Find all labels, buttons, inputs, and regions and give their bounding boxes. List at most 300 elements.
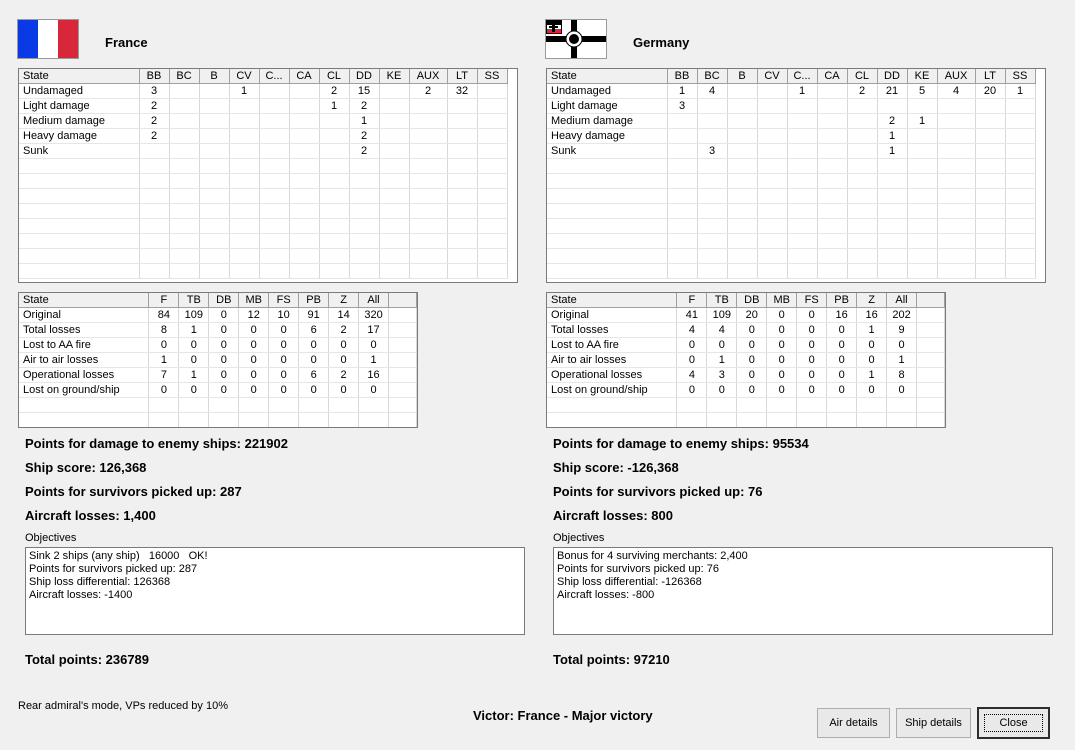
table-cell: [707, 413, 737, 428]
empty-row: [19, 264, 507, 279]
table-cell: [229, 174, 259, 189]
table-cell: 0: [857, 383, 887, 398]
table-cell: [667, 129, 697, 144]
table-cell: [409, 174, 447, 189]
table-cell: 0: [767, 338, 797, 353]
table-row[interactable]: [547, 353, 945, 368]
table-cell: [477, 234, 507, 249]
table-cell: [817, 99, 847, 114]
column-header[interactable]: F: [149, 293, 179, 308]
table-cell: [477, 84, 507, 99]
table-cell: 0: [767, 308, 797, 323]
table-cell: 0: [737, 383, 767, 398]
table-cell: [975, 129, 1005, 144]
table-cell: 2: [139, 114, 169, 129]
table-cell: [139, 204, 169, 219]
table-cell: 0: [677, 383, 707, 398]
table-cell: [349, 234, 379, 249]
table-cell: [727, 114, 757, 129]
column-header[interactable]: C...: [787, 69, 817, 84]
table-cell: 0: [149, 338, 179, 353]
table-cell: [229, 99, 259, 114]
column-header[interactable]: BB: [667, 69, 697, 84]
table-cell: 0: [149, 383, 179, 398]
table-cell: [1005, 264, 1035, 279]
table-cell: [259, 84, 289, 99]
table-cell: [379, 204, 409, 219]
table-cell: [139, 234, 169, 249]
table-cell: [907, 174, 937, 189]
table-cell: [199, 204, 229, 219]
column-header[interactable]: B: [199, 69, 229, 84]
column-header[interactable]: CV: [229, 69, 259, 84]
empty-row: [547, 174, 1035, 189]
table-row[interactable]: [547, 129, 1035, 144]
table-row[interactable]: [19, 84, 507, 99]
column-header[interactable]: CL: [319, 69, 349, 84]
france-ship-table[interactable]: [18, 68, 518, 283]
table-cell: [139, 264, 169, 279]
column-header[interactable]: State: [547, 69, 667, 84]
table-cell: [907, 264, 937, 279]
table-cell: [477, 174, 507, 189]
table-row[interactable]: [19, 129, 507, 144]
table-cell: [767, 398, 797, 413]
table-cell: [697, 249, 727, 264]
table-cell: [847, 219, 877, 234]
table-cell: [975, 249, 1005, 264]
empty-row: [19, 398, 417, 413]
empty-row: [547, 159, 1035, 174]
table-cell: [229, 204, 259, 219]
table-cell: 32: [447, 84, 477, 99]
table-cell: [677, 398, 707, 413]
table-cell: [259, 159, 289, 174]
table-cell: [787, 99, 817, 114]
column-header[interactable]: All: [887, 293, 917, 308]
table-cell: [817, 159, 847, 174]
germany-objectives-label: Objectives: [553, 532, 605, 544]
table-row[interactable]: [19, 368, 417, 383]
table-cell: [667, 234, 697, 249]
row-label-cell: Total losses: [547, 323, 677, 338]
table-cell: [975, 204, 1005, 219]
table-cell: [797, 413, 827, 428]
column-header[interactable]: DD: [877, 69, 907, 84]
table-cell: 1: [857, 323, 887, 338]
table-cell: [409, 114, 447, 129]
table-cell: [319, 204, 349, 219]
table-cell: [697, 189, 727, 204]
table-cell: [937, 249, 975, 264]
table-row[interactable]: [19, 323, 417, 338]
table-cell: [975, 219, 1005, 234]
aircraft-table-header: [19, 293, 417, 308]
table-cell: 0: [179, 353, 209, 368]
empty-row: [19, 219, 507, 234]
column-header[interactable]: CV: [757, 69, 787, 84]
column-header[interactable]: BB: [139, 69, 169, 84]
table-cell: [907, 249, 937, 264]
table-cell: 1: [857, 368, 887, 383]
table-cell: [757, 174, 787, 189]
table-cell: [359, 398, 389, 413]
table-cell: [697, 264, 727, 279]
table-cell: [547, 204, 667, 219]
table-cell: [289, 159, 319, 174]
table-cell: [727, 249, 757, 264]
row-label-cell: Air to air losses: [547, 353, 677, 368]
row-label-cell: Lost on ground/ship: [19, 383, 149, 398]
table-row[interactable]: [547, 99, 1035, 114]
table-cell: 9: [887, 323, 917, 338]
column-header[interactable]: FS: [797, 293, 827, 308]
table-cell: [477, 129, 507, 144]
table-cell: [817, 129, 847, 144]
table-cell: 2: [877, 114, 907, 129]
table-cell: [379, 159, 409, 174]
table-cell: [139, 159, 169, 174]
column-header[interactable]: DB: [737, 293, 767, 308]
table-cell: [139, 249, 169, 264]
table-cell: 6: [299, 368, 329, 383]
table-cell: [319, 174, 349, 189]
table-cell: [1005, 144, 1035, 159]
table-cell: [677, 413, 707, 428]
table-cell: [937, 174, 975, 189]
row-label-cell: Total losses: [19, 323, 149, 338]
table-cell: [329, 413, 359, 428]
table-row[interactable]: [547, 323, 945, 338]
table-cell: [259, 219, 289, 234]
table-cell: [477, 249, 507, 264]
table-row[interactable]: [547, 144, 1035, 159]
germany-total-points: Total points: 97210: [553, 652, 670, 667]
germany-ship-score: Ship score: -126,368: [553, 460, 679, 475]
column-header[interactable]: SS: [1005, 69, 1035, 84]
column-header[interactable]: BC: [169, 69, 199, 84]
table-cell: [757, 204, 787, 219]
column-header[interactable]: MB: [767, 293, 797, 308]
table-cell: [289, 234, 319, 249]
table-cell: 15: [349, 84, 379, 99]
column-header[interactable]: All: [359, 293, 389, 308]
table-cell: [877, 234, 907, 249]
table-cell: [757, 159, 787, 174]
table-cell: [259, 264, 289, 279]
table-cell: [847, 204, 877, 219]
air-details-label: Air details: [829, 717, 878, 729]
table-cell: [349, 159, 379, 174]
table-cell: [975, 144, 1005, 159]
table-cell: 0: [887, 338, 917, 353]
table-cell: [975, 159, 1005, 174]
table-cell: 2: [139, 99, 169, 114]
empty-row: [19, 249, 507, 264]
table-cell: [409, 219, 447, 234]
row-label-cell: Air to air losses: [19, 353, 149, 368]
table-cell: [379, 84, 409, 99]
table-cell: [289, 129, 319, 144]
table-cell: [787, 144, 817, 159]
table-cell: [757, 114, 787, 129]
table-cell: [199, 189, 229, 204]
table-cell: [447, 249, 477, 264]
empty-row: [547, 264, 1035, 279]
column-header[interactable]: DB: [209, 293, 239, 308]
table-cell: [727, 84, 757, 99]
france-total-points: Total points: 236789: [25, 652, 150, 667]
table-cell: [19, 204, 139, 219]
table-cell: [937, 234, 975, 249]
table-cell: [389, 353, 417, 368]
table-cell: [697, 204, 727, 219]
column-header[interactable]: SS: [477, 69, 507, 84]
table-cell: [289, 219, 319, 234]
table-cell: 0: [239, 368, 269, 383]
air-details-button[interactable]: [817, 708, 890, 738]
column-header[interactable]: BC: [697, 69, 727, 84]
column-header[interactable]: TB: [707, 293, 737, 308]
table-cell: [877, 99, 907, 114]
table-cell: [169, 204, 199, 219]
table-cell: 0: [737, 353, 767, 368]
table-cell: [199, 129, 229, 144]
table-cell: [239, 413, 269, 428]
row-label-cell: Medium damage: [19, 114, 139, 129]
table-cell: [169, 99, 199, 114]
table-cell: [19, 189, 139, 204]
table-cell: [169, 189, 199, 204]
row-label-cell: Lost to AA fire: [547, 338, 677, 353]
table-cell: [389, 368, 417, 383]
column-header[interactable]: State: [19, 293, 149, 308]
table-cell: 0: [677, 353, 707, 368]
close-button[interactable]: [977, 707, 1050, 739]
table-cell: [349, 189, 379, 204]
row-label-cell: Heavy damage: [547, 129, 667, 144]
table-cell: 2: [847, 84, 877, 99]
table-row[interactable]: [19, 338, 417, 353]
table-cell: [707, 398, 737, 413]
table-cell: [727, 219, 757, 234]
table-cell: [179, 398, 209, 413]
table-cell: 0: [797, 323, 827, 338]
column-header[interactable]: KE: [379, 69, 409, 84]
table-cell: 0: [209, 353, 239, 368]
table-cell: 0: [707, 338, 737, 353]
column-header[interactable]: LT: [975, 69, 1005, 84]
column-header[interactable]: PB: [299, 293, 329, 308]
column-header[interactable]: AUX: [409, 69, 447, 84]
table-cell: [907, 129, 937, 144]
table-cell: [697, 159, 727, 174]
table-cell: [917, 413, 945, 428]
column-header[interactable]: C...: [259, 69, 289, 84]
table-row[interactable]: [547, 308, 945, 323]
table-cell: 20: [975, 84, 1005, 99]
table-cell: [697, 174, 727, 189]
column-header[interactable]: KE: [907, 69, 937, 84]
table-cell: 4: [697, 84, 727, 99]
table-cell: [817, 114, 847, 129]
table-row[interactable]: [19, 99, 507, 114]
table-cell: [847, 114, 877, 129]
table-cell: [917, 308, 945, 323]
table-cell: [19, 219, 139, 234]
germany-ship-table[interactable]: [546, 68, 1046, 283]
table-cell: [447, 234, 477, 249]
nation-name-france: France: [105, 35, 148, 50]
table-cell: [149, 398, 179, 413]
column-header[interactable]: CL: [847, 69, 877, 84]
column-header[interactable]: State: [19, 69, 139, 84]
france-objectives-box[interactable]: [25, 547, 525, 635]
table-cell: 0: [827, 323, 857, 338]
row-label-cell: Sunk: [547, 144, 667, 159]
table-cell: [477, 219, 507, 234]
row-label-cell: Undamaged: [547, 84, 667, 99]
table-row[interactable]: [19, 114, 507, 129]
objective-line: Aircraft losses: -800: [557, 589, 655, 601]
table-cell: 0: [767, 353, 797, 368]
table-row[interactable]: [547, 368, 945, 383]
table-cell: [937, 144, 975, 159]
table-cell: [1005, 129, 1035, 144]
table-cell: [319, 114, 349, 129]
table-cell: [169, 114, 199, 129]
table-cell: [477, 99, 507, 114]
table-cell: [349, 174, 379, 189]
table-cell: [817, 144, 847, 159]
table-cell: 0: [209, 308, 239, 323]
table-cell: 84: [149, 308, 179, 323]
table-cell: [289, 189, 319, 204]
table-cell: [937, 219, 975, 234]
table-cell: [477, 114, 507, 129]
table-cell: 2: [349, 129, 379, 144]
ship-details-button[interactable]: [896, 708, 971, 738]
table-cell: [907, 144, 937, 159]
table-cell: 1: [319, 99, 349, 114]
table-cell: [787, 129, 817, 144]
france-aircraft-table[interactable]: [18, 292, 418, 428]
table-cell: 0: [329, 353, 359, 368]
table-row[interactable]: [19, 144, 507, 159]
table-cell: 1: [877, 144, 907, 159]
table-cell: 1: [349, 114, 379, 129]
germany-objectives-box[interactable]: [553, 547, 1053, 635]
table-cell: [667, 219, 697, 234]
table-cell: 8: [887, 368, 917, 383]
column-header[interactable]: B: [727, 69, 757, 84]
table-cell: [409, 204, 447, 219]
column-header[interactable]: LT: [447, 69, 477, 84]
column-header[interactable]: TB: [179, 293, 209, 308]
column-header[interactable]: State: [547, 293, 677, 308]
table-cell: [937, 264, 975, 279]
column-header[interactable]: CA: [289, 69, 319, 84]
table-cell: [975, 264, 1005, 279]
table-cell: [697, 99, 727, 114]
table-cell: [767, 413, 797, 428]
close-label: Close: [984, 714, 1042, 732]
table-cell: [975, 189, 1005, 204]
table-cell: [937, 99, 975, 114]
germany-aircraft-table[interactable]: [546, 292, 946, 428]
table-cell: 16: [359, 368, 389, 383]
table-cell: 0: [737, 323, 767, 338]
table-row[interactable]: [19, 353, 417, 368]
table-cell: 0: [269, 368, 299, 383]
column-header[interactable]: FS: [269, 293, 299, 308]
mode-note: Rear admiral's mode, VPs reduced by 10%: [18, 700, 228, 712]
table-cell: [547, 249, 667, 264]
row-label-cell: Light damage: [547, 99, 667, 114]
column-header[interactable]: F: [677, 293, 707, 308]
table-cell: [299, 398, 329, 413]
table-cell: 41: [677, 308, 707, 323]
table-cell: [847, 189, 877, 204]
column-header[interactable]: AUX: [937, 69, 975, 84]
table-cell: [319, 189, 349, 204]
table-cell: [447, 264, 477, 279]
table-cell: [847, 129, 877, 144]
column-header[interactable]: CA: [817, 69, 847, 84]
column-header[interactable]: Z: [857, 293, 887, 308]
column-header[interactable]: MB: [239, 293, 269, 308]
column-header[interactable]: PB: [827, 293, 857, 308]
table-cell: [847, 144, 877, 159]
table-cell: [199, 249, 229, 264]
table-cell: 109: [707, 308, 737, 323]
column-header[interactable]: DD: [349, 69, 379, 84]
table-cell: [547, 189, 667, 204]
table-cell: [289, 84, 319, 99]
table-cell: [877, 249, 907, 264]
table-cell: [259, 174, 289, 189]
table-cell: [289, 249, 319, 264]
table-cell: [169, 174, 199, 189]
table-cell: 0: [707, 383, 737, 398]
empty-row: [19, 189, 507, 204]
table-row[interactable]: [547, 338, 945, 353]
table-row[interactable]: [547, 383, 945, 398]
table-cell: [877, 159, 907, 174]
table-cell: [199, 264, 229, 279]
table-row[interactable]: [547, 84, 1035, 99]
table-row[interactable]: [19, 308, 417, 323]
table-cell: [667, 249, 697, 264]
table-cell: [447, 204, 477, 219]
table-row[interactable]: [547, 114, 1035, 129]
column-header[interactable]: Z: [329, 293, 359, 308]
table-cell: [1005, 219, 1035, 234]
table-cell: [259, 99, 289, 114]
table-cell: 2: [139, 129, 169, 144]
table-cell: 8: [149, 323, 179, 338]
table-cell: 2: [349, 99, 379, 114]
table-cell: [857, 398, 887, 413]
table-cell: [379, 144, 409, 159]
table-cell: [379, 219, 409, 234]
table-row[interactable]: [19, 383, 417, 398]
table-cell: [727, 234, 757, 249]
table-cell: 0: [827, 353, 857, 368]
table-cell: [547, 174, 667, 189]
table-cell: 109: [179, 308, 209, 323]
table-cell: [757, 219, 787, 234]
